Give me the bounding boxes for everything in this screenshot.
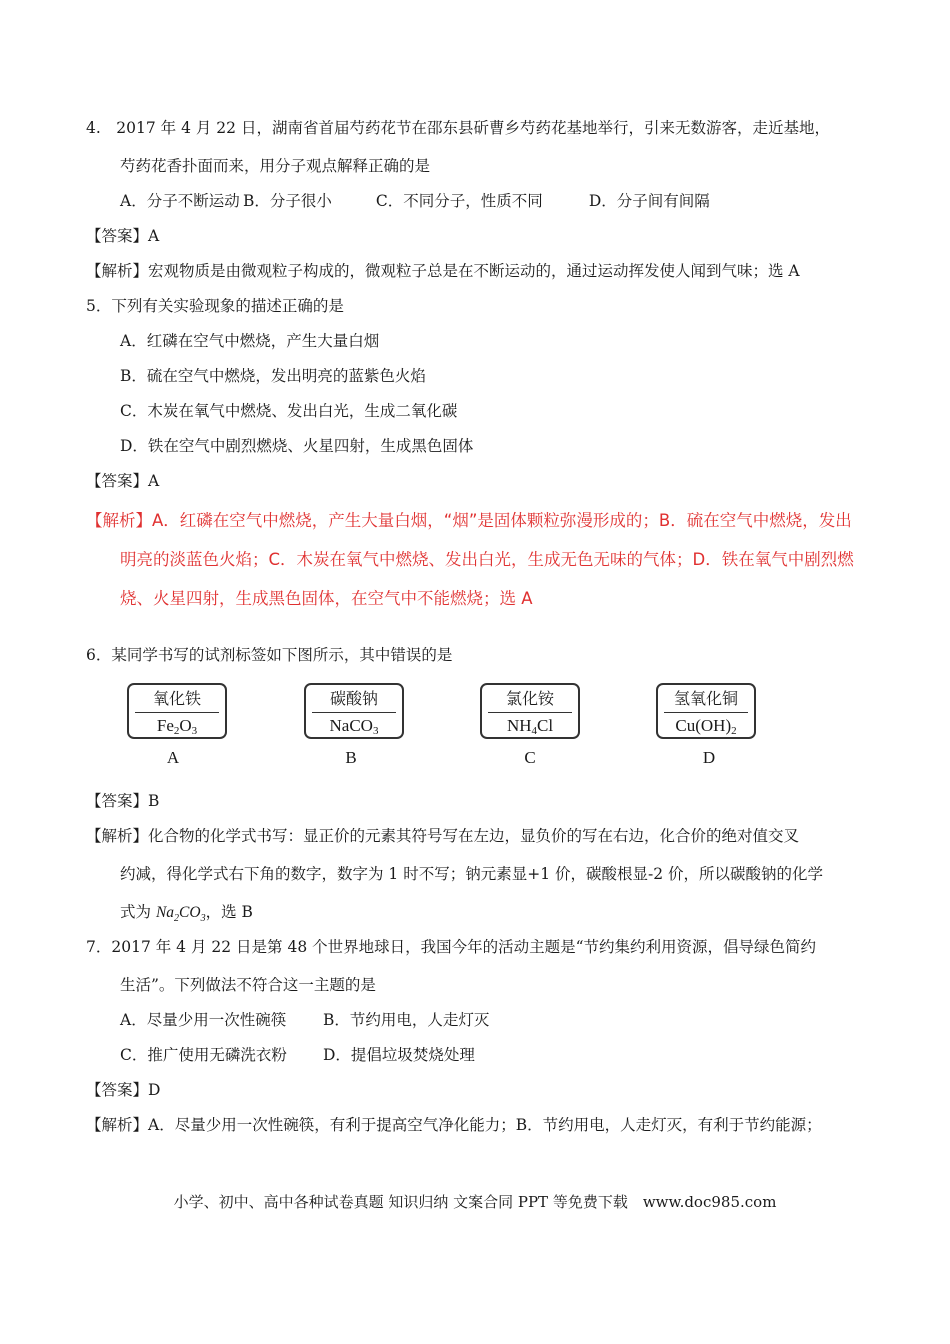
q6-analysis-line3: 式为 $Na_2CO_3$，选 B: [120, 903, 253, 925]
q5-option-c: C．木炭在氧气中燃烧、发出白光，生成二氧化碳: [120, 402, 458, 420]
q4-options: [120, 191, 710, 211]
q5-analysis-line1: 【解析】A．红磷在空气中燃烧，产生大量白烟，“烟”是固体颗粒弥漫形成的；B．硫在空气中燃烧，发出: [86, 511, 852, 530]
reagent-label-a: [127, 683, 227, 739]
q7-options-row2: [120, 1045, 475, 1065]
q6-analysis-line2: 约减，得化学式右下角的数字，数字为 1 时不写；钠元素显+1 价，碳酸根显-2 价，所以碳酸钠的化学: [120, 865, 824, 883]
reagent-name: 碳酸钠: [329, 689, 378, 708]
q5-answer: 【答案】A: [86, 472, 160, 490]
reagent-label-b: [304, 683, 404, 739]
reagent-name: 氧化铁: [152, 689, 201, 708]
q7-option-b: B．节约用电，人走灯灭: [322, 1011, 490, 1029]
q7-stem-line1: 7．2017 年 4 月 22 日是第 48 个世界地球日，我国今年的活动主题是“节约集约利用资源，倡导绿色简约: [86, 938, 817, 956]
q4-option-d: D．分子间有间隔: [588, 192, 710, 210]
reagent-formula: $Fe_2O_3$: [156, 716, 198, 737]
reagent-name: 氯化铵: [505, 689, 554, 708]
q7-options-row1: [120, 1010, 489, 1030]
q6-answer: 【答案】B: [86, 792, 160, 810]
reagent-name: 氢氧化铜: [673, 689, 738, 708]
q7-analysis: 【解析】A．尽量少用一次性碗筷，有利于提高空气净化能力；B．节约用电，人走灯灭，有利于节约能源；: [86, 1116, 822, 1134]
q4-option-b: B．分子很小: [242, 192, 332, 210]
q4-stem-line2: 芍药花香扑面而来，用分子观点解释正确的是: [120, 157, 431, 175]
q7-option-a: A．尽量少用一次性碗筷: [120, 1011, 287, 1029]
q5-stem: 5．下列有关实验现象的描述正确的是: [86, 297, 344, 315]
label-letter-b: B: [345, 748, 357, 767]
label-letter-c: C: [524, 748, 536, 767]
reagent-label-d: [656, 683, 756, 739]
q5-option-d: D．铁在空气中剧烈燃烧、火星四射，生成黑色固体: [120, 437, 474, 455]
reagent-formula: NaCO$_3$: [329, 716, 379, 737]
reagent-label-c: [480, 683, 580, 739]
q4-option-a: A．分子不断运动: [120, 192, 240, 210]
q4-stem-line1: 4. 2017 年 4 月 22 日，湖南省首届芍药花节在邵东县斫曹乡芍药花基地举行，引来无数游客，走近基地，: [86, 119, 830, 137]
reagent-formula: $Cu(OH)_2$: [675, 716, 737, 737]
label-letter-d: D: [702, 748, 716, 767]
q7-option-c: C．推广使用无磷洗衣粉: [120, 1046, 287, 1064]
q7-option-d: D．提倡垃圾焚烧处理: [322, 1046, 475, 1064]
reagent-formula: $NH_4Cl$: [506, 716, 554, 737]
q5-option-b: B．硫在空气中燃烧，发出明亮的蓝紫色火焰: [120, 367, 426, 385]
q4-answer: 【答案】A: [86, 227, 160, 245]
q4-option-c: C．不同分子，性质不同: [375, 192, 543, 210]
q5-analysis-line2: 明亮的淡蓝色火焰；C．木炭在氧气中燃烧、发出白光，生成无色无味的气体；D．铁在氧气中剧烈燃: [120, 550, 854, 569]
q5-option-a: A．红磷在空气中燃烧，产生大量白烟: [120, 332, 380, 350]
q6-analysis-line1: 【解析】化合物的化学式书写：显正价的元素其符号写在左边，显负价的写在右边，化合价的绝对值交叉: [86, 827, 800, 845]
q7-answer: 【答案】D: [86, 1081, 161, 1099]
page-footer: 小学、初中、高中各种试卷真题 知识归纳 文案合同 PPT 等免费下载 www.doc985.com: [173, 1193, 777, 1211]
q4-analysis: 【解析】宏观物质是由微观粒子构成的，微观粒子总是在不断运动的，通过运动挥发使人闻到气味；选 A: [86, 262, 800, 280]
q5-analysis-line3: 烧、火星四射，生成黑色固体，在空气中不能燃烧；选 A: [120, 589, 533, 608]
q6-stem: 6．某同学书写的试剂标签如下图所示，其中错误的是: [86, 646, 453, 664]
q7-stem-line2: 生活”。下列做法不符合这一主题的是: [120, 976, 376, 994]
label-letter-a: A: [166, 748, 180, 767]
